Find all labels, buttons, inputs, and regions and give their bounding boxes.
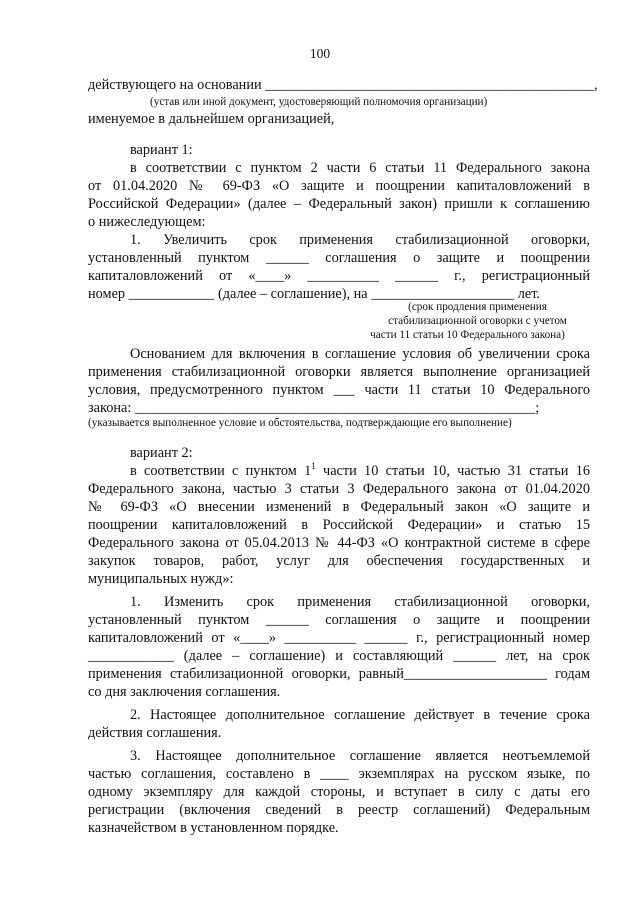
variant-2-item-3-line: казначейством в установленном порядке. xyxy=(88,820,339,836)
variant-2-item-3-line: регистрации (включения сведений в реестр соглашений) Федеральным xyxy=(88,802,590,818)
variant-2-first-text: в соответствии с пунктом 1 xyxy=(130,463,312,479)
variant-2-first-rest: части 10 статьи 10, частью 31 статьи 16 xyxy=(315,463,591,479)
variant-2-paragraph-line: закупок товаров, работ, услуг для обеспечения государственных и xyxy=(88,553,590,569)
basis-paragraph-line: Основанием для включения в соглашение условия об увеличении срока xyxy=(130,346,590,362)
named-as-line: именуемое в дальнейшем организацией, xyxy=(88,111,335,127)
variant-1-title: вариант 1: xyxy=(130,142,193,158)
variant-1-item-1-line: капиталовложений от «____» __________ ______ г., регистрационный xyxy=(88,268,590,284)
variant-1-item-1-line: номер ____________ (далее – соглашение), на ____________________ лет. xyxy=(88,286,540,302)
variant-2-item-3-line: 3. Настоящее дополнительное соглашение является неотъемлемой xyxy=(130,748,590,764)
page-number: 100 xyxy=(309,46,331,61)
variant-2-item-1-line: установленный пунктом ______ соглашения о защите и поощрении xyxy=(88,612,590,628)
variant-1-paragraph-line: от 01.04.2020 № 69-ФЗ «О защите и поощрении капиталовложений в xyxy=(88,178,590,194)
condition-note: (указывается выполненное условие и обстоятельства, подтверждающие его выполнение) xyxy=(88,417,512,429)
variant-2-item-1-line: капиталовложений от «____» __________ ______ г., регистрационный номер xyxy=(88,630,590,646)
variant-2-item-3-line: одному экземпляру для каждой стороны, и вступает в силу с даты его xyxy=(88,784,590,800)
term-note-line: части 11 статьи 10 Федерального закона) xyxy=(370,329,565,341)
variant-2-item-1-line: 1. Изменить срок применения стабилизационной оговорки, xyxy=(130,594,590,610)
variant-2-paragraph-line: поощрении капиталовложений в Российской Федерации» и статью 15 xyxy=(88,517,590,533)
variant-1-paragraph-line: Российской Федерации» (далее – Федеральный закон) пришли к соглашению xyxy=(88,196,590,212)
variant-1-item-1-line: установленный пунктом ______ соглашения о защите и поощрении xyxy=(88,250,590,266)
footnote-superscript: 1 xyxy=(311,461,316,472)
variant-1-paragraph-line: в соответствии с пунктом 2 части 6 статьи 11 Федерального закона xyxy=(130,160,590,176)
variant-2-item-2-line: действия соглашения. xyxy=(88,725,222,741)
basis-line: действующего на основании ______________________________________________, xyxy=(88,77,598,93)
basis-paragraph-line: применения стабилизационной оговорки является выполнение организацией xyxy=(88,364,590,380)
variant-2-paragraph-line xyxy=(130,462,590,480)
basis-paragraph-line: закона: ________________________________________________________; xyxy=(88,400,540,416)
basis-note: (устав или иной документ, удостоверяющий полномочия организации) xyxy=(150,96,488,108)
basis-paragraph-line: условия, предусмотренного пунктом ___ части 11 статьи 10 Федерального xyxy=(88,382,590,398)
variant-2-paragraph-line: № 69-ФЗ «О внесении изменений в Федеральный закон «О защите и xyxy=(88,499,590,515)
variant-2-item-2-line: 2. Настоящее дополнительное соглашение действует в течение срока xyxy=(130,707,590,723)
term-note-line: (срок продления применения xyxy=(408,301,547,313)
term-note-line: стабилизационной оговорки с учетом xyxy=(388,315,567,327)
variant-1-paragraph-line: о нижеследующем: xyxy=(88,214,206,230)
variant-2-item-1-line: применения стабилизационной оговорки, равный____________________ годам xyxy=(88,666,590,682)
variant-2-item-1-line: ____________ (далее – соглашение) и составляющий ______ лет, на срок xyxy=(88,648,590,664)
variant-2-item-3-line: частью соглашения, составлено в ____ экземплярах на русском языке, по xyxy=(88,766,590,782)
variant-1-item-1-line: 1. Увеличить срок применения стабилизационной оговорки, xyxy=(130,232,590,248)
variant-2-item-1-line: со дня заключения соглашения. xyxy=(88,684,281,700)
variant-2-paragraph-line: муниципальных нужд»: xyxy=(88,571,234,587)
variant-2-title: вариант 2: xyxy=(130,445,193,461)
variant-2-paragraph-line: Федерального закона от 05.04.2013 № 44-ФЗ «О контрактной системе в сфере xyxy=(88,535,590,551)
variant-2-paragraph-line: Федерального закона, частью 3 статьи 3 Федерального закона от 01.04.2020 xyxy=(88,481,590,497)
